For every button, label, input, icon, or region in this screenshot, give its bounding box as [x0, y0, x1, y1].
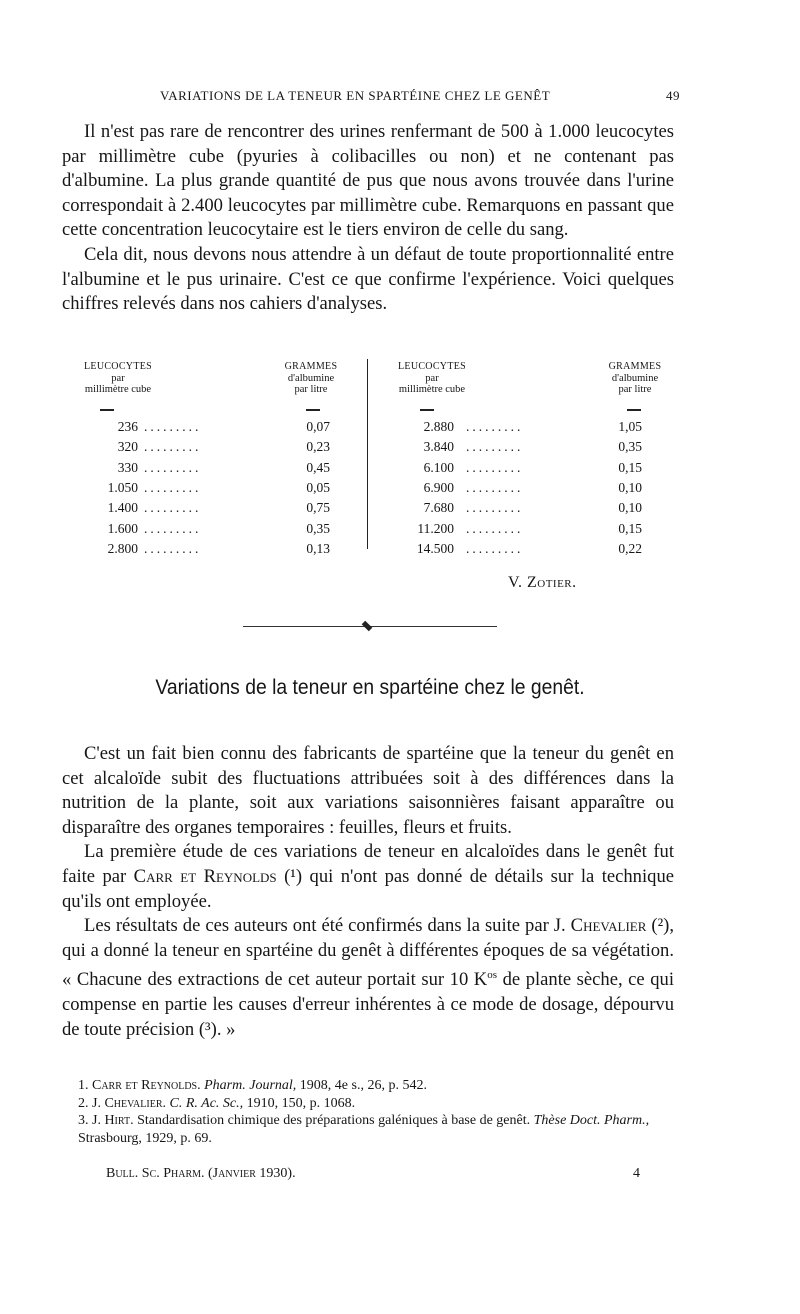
footnotes: [78, 1077, 678, 1147]
leader-dots: .........: [466, 439, 524, 455]
footnote-ref-details: 1908, 4e s., 26, p. 542.: [299, 1078, 427, 1093]
header-line: par: [111, 372, 125, 384]
leader-dots: .........: [144, 459, 202, 475]
footnote-1: [78, 1077, 678, 1095]
header-line: LEUCOCYTES: [84, 361, 152, 372]
header-line: par litre: [618, 384, 652, 395]
albumin-cell: 0,35: [306, 520, 330, 536]
footnote-journal: C. R. Ac. Sc.,: [169, 1095, 244, 1111]
body-paragraph-2: [62, 840, 674, 914]
left-col1-header: [58, 361, 178, 396]
leader-dots: .........: [466, 520, 524, 536]
leucocytes-cell: 2.880: [423, 419, 454, 434]
leader-dots: .........: [144, 439, 202, 455]
leader-dots: .........: [144, 520, 202, 536]
intro-paragraph-2: Cela dit, nous devons nous attendre à un défaut de toute proportionnalité entre l'albumine et le pus urinaire. C'est ce que confirme l'expérience. Voici quelques chiffres relevés dans nos cahiers d'analyses.: [62, 243, 674, 315]
author-signature: V. Zotier.: [508, 574, 577, 591]
header-line: GRAMMES: [608, 361, 662, 372]
signature-mark: 4: [633, 1166, 640, 1181]
footnote-title: Standardisation chimique des préparations galéniques à base de genêt.: [137, 1113, 531, 1128]
footnote-journal: Pharm. Journal,: [204, 1078, 297, 1093]
header-rule: [306, 409, 320, 411]
footnote-author: Carr et Reynolds.: [92, 1078, 201, 1093]
footnote-journal: Thèse Doct. Pharm.,: [533, 1113, 650, 1128]
footnote-ref-details: Strasbourg, 1929, p. 69.: [78, 1130, 212, 1146]
leader-dots: .........: [144, 419, 202, 434]
header-line: d'albumine: [287, 372, 335, 384]
header-rule: [627, 409, 641, 411]
header-line: millimètre cube: [398, 384, 466, 395]
text-run: de plante sèche, ce qui compense en partie les causes d'erreur inhérentes à ce mode de dosage, dépourvu de toute précision: [62, 969, 675, 1040]
albumin-cell: 0,15: [618, 459, 642, 475]
header-line: par litre: [294, 384, 328, 395]
header-rule: [100, 409, 114, 411]
left-col2-header: [262, 361, 360, 396]
albumin-cell: 0,45: [306, 459, 330, 475]
body-paragraph-3: [62, 914, 674, 1042]
albumin-cell: 0,75: [306, 500, 330, 516]
footer-journal: Bull. Sc. Pharm. (Janvier 1930).: [106, 1166, 296, 1181]
albumin-cell: 0,10: [618, 500, 642, 516]
leucocytes-cell: 3.840: [423, 439, 454, 455]
header-line: GRAMMES: [284, 361, 338, 372]
footnote-2: [78, 1095, 678, 1113]
leucocytes-cell: 6.100: [423, 459, 454, 475]
author-name: Carr et Reynolds: [133, 865, 277, 887]
albumin-cell: 0,15: [618, 520, 642, 536]
header-line: millimètre cube: [84, 384, 152, 395]
superscript: os: [487, 969, 498, 982]
leader-dots: .........: [466, 479, 524, 495]
leader-dots: .........: [466, 419, 524, 434]
albumin-cell: 1,05: [618, 419, 642, 434]
table-column-divider: [367, 359, 368, 549]
footnote-ref-details: 1910, 150, p. 1068.: [246, 1095, 356, 1111]
leucocytes-cell: 6.900: [423, 479, 454, 495]
data-table: [0, 0, 800, 560]
leucocytes-cell: 1.600: [107, 520, 138, 536]
page-number: 49: [666, 88, 680, 103]
intro-paragraph-1: Il n'est pas rare de rencontrer des urines renfermant de 500 à 1.000 leucocytes par millimètre cube (pyuries à colibacilles ou non) et ne contenant pas d'albumine. La plus grande quantité de pus que nous avons trouvée dans l'urine correspondait à 2.400 leucocytes par millimètre cube. Remarquons en passant que cette concentration leucocytaire est le tiers environ de celle du sang.: [62, 121, 674, 241]
albumin-cell: 0,35: [618, 439, 642, 455]
leucocytes-cell: 320: [117, 439, 138, 455]
leucocytes-cell: 11.200: [417, 520, 454, 536]
albumin-cell: 0,07: [306, 419, 330, 434]
text-run: qui n'ont pas donné de détails sur la technique qu'ils ont employée.: [62, 865, 674, 912]
text-run: La première étude de ces variations de teneur en alcaloïdes dans le genêt fut faite par: [62, 841, 674, 887]
leucocytes-cell: 1.050: [107, 479, 138, 495]
footnote-ref: (²): [651, 915, 670, 937]
section-title: Variations de la teneur en spartéine chez le genêt.: [155, 676, 585, 699]
header-line: LEUCOCYTES: [398, 361, 466, 372]
leader-dots: .........: [144, 540, 202, 556]
leucocytes-cell: 2.800: [107, 540, 138, 556]
leucocytes-cell: 7.680: [423, 500, 454, 516]
right-col1-header: [372, 361, 492, 396]
albumin-cell: 0,23: [306, 439, 330, 455]
page-footer: [106, 1166, 640, 1182]
author-name: Chevalier: [570, 915, 647, 937]
footnote-number: 3.: [78, 1113, 89, 1128]
body-paragraph-1: C'est un fait bien connu des fabricants de spartéine que la teneur du genêt en cet alcaloïde subit des fluctuations attribuées soit à des différences dans la nutrition de la plante, soit aux variations saisonnières faisant apparaître ou disparaître des organes temporaires : feuilles, fleurs et fruits.: [62, 743, 674, 838]
text-run: Les résultats de ces auteurs ont été confirmés dans la suite par J.: [84, 915, 566, 937]
right-col2-header: [592, 361, 678, 396]
footnote-ref: (³): [198, 1018, 217, 1040]
footnote-ref: (¹): [284, 865, 303, 887]
diamond-ornament-icon: [362, 621, 373, 632]
header-line: par: [425, 372, 439, 384]
albumin-cell: 0,22: [618, 540, 642, 556]
leucocytes-cell: 236: [117, 419, 138, 434]
footnote-author: J. Chevalier.: [92, 1095, 166, 1111]
header-rule: [420, 409, 434, 411]
footnote-author: J. Hirt.: [92, 1113, 134, 1128]
leader-dots: .........: [466, 500, 524, 516]
albumin-cell: 0,10: [618, 479, 642, 495]
footnote-3: [78, 1112, 678, 1147]
leucocytes-cell: 330: [117, 459, 138, 475]
albumin-cell: 0,05: [306, 479, 330, 495]
body-text: [62, 742, 674, 1042]
text-run: . »: [216, 1018, 236, 1040]
leader-dots: .........: [144, 500, 202, 516]
albumin-cell: 0,13: [306, 540, 330, 556]
text-run: , qui a donné la teneur en spartéine du genêt à différentes époques de sa végétation. « Chacune des extractions de cet auteur portait sur 10 K: [62, 915, 675, 991]
leucocytes-cell: 14.500: [416, 540, 454, 556]
leader-dots: .........: [466, 540, 524, 556]
leader-dots: .........: [466, 459, 524, 475]
leucocytes-cell: 1.400: [107, 500, 138, 516]
footnote-number: 2.: [78, 1095, 89, 1111]
leader-dots: .........: [144, 479, 202, 495]
footnote-number: 1.: [78, 1078, 89, 1093]
running-title: VARIATIONS DE LA TENEUR EN SPARTÉINE CHEZ LE GENÊT: [160, 88, 551, 103]
header-line: d'albumine: [611, 372, 659, 384]
